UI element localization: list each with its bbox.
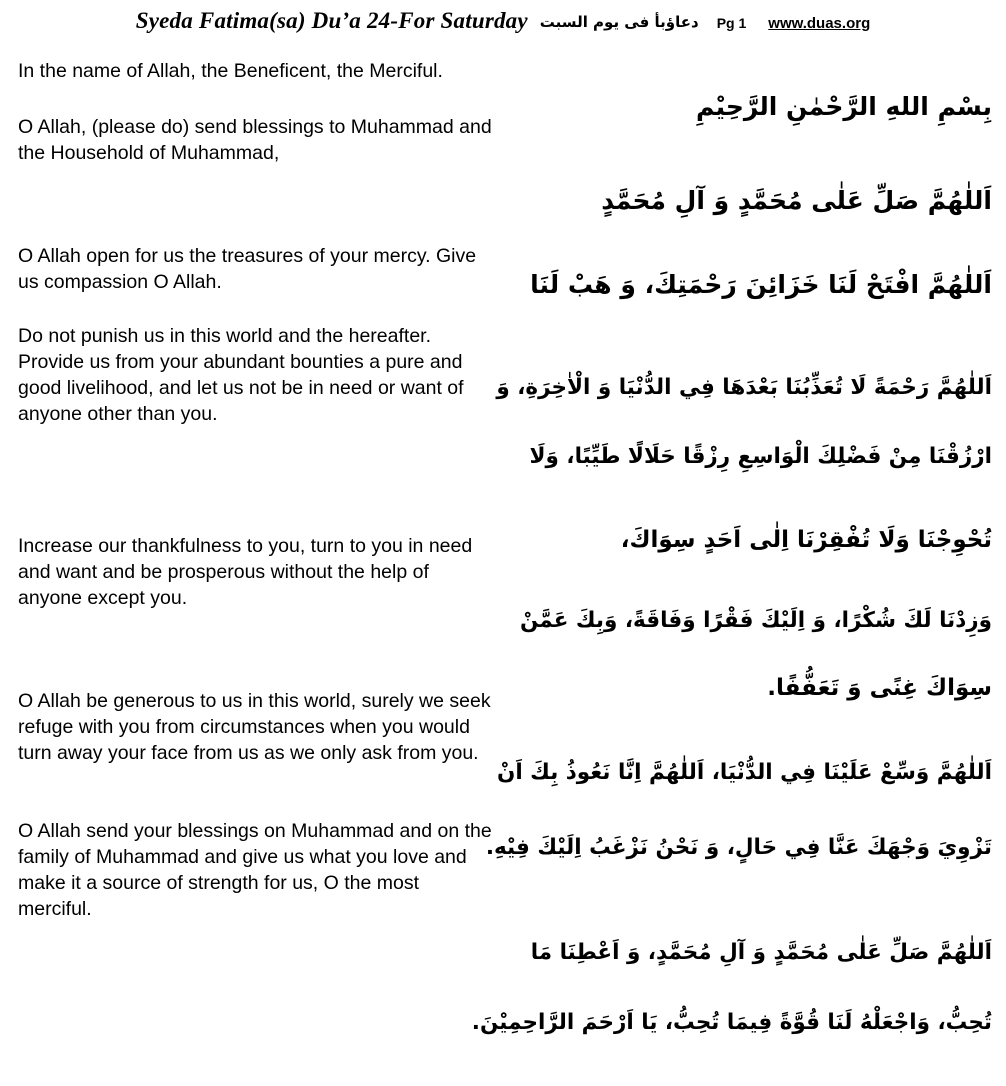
english-paragraph-treasures: O Allah open for us the treasures of your mercy. Give us compassion O Allah. <box>18 245 477 293</box>
arabic-line-punish-2: ارْزُقْنَا مِنْ فَضْلِكَ الْوَاسِعِ رِزْقًا حَلَالًا طَيِّبًا، وَلَا <box>529 444 992 469</box>
english-paragraph-thankfulness: Increase our thankfulness to you, turn to you in need and want and be prosperous without the help of anyone except you. <box>18 535 473 609</box>
arabic-line-bismillah: بِسْمِ اللهِ الرَّحْمٰنِ الرَّحِيْمِ <box>696 92 992 121</box>
arabic-line-thankfulness-1: وَزِدْنَا لَكَ شُكْرًا، وَ اِلَيْكَ فَقْرًا وَفَاقَةً، وَبِكَ عَمَّنْ <box>519 608 992 633</box>
english-paragraph-final-blessings: O Allah send your blessings on Muhammad and on the family of Muhammad and give us what you love and make it a source of strength for us, O the most merciful. <box>18 820 492 920</box>
english-paragraph-bismillah: In the name of Allah, the Beneficent, the Merciful. <box>18 60 443 82</box>
arabic-line-generous-1: اَللٰهُمَّ وَسِّعْ عَلَيْنَا فِي الدُّنْيَا، اَللٰهُمَّ اِنَّا نَعُوذُ بِكَ اَنْ <box>496 760 992 785</box>
arabic-line-punish-3: تُحْوِجْنَا وَلَا تُفْقِرْنَا اِلٰى اَحَدٍ سِوَاكَ، <box>620 527 992 553</box>
arabic-line-treasures: اَللٰهُمَّ افْتَحْ لَنَا خَزَائِنَ رَحْمَتِكَ، وَ هَبْ لَنَا <box>530 270 992 299</box>
english-paragraph-salawat: O Allah, (please do) send blessings to Muhammad and the Household of Muhammad, <box>18 116 492 164</box>
arabic-line-final-1: اَللٰهُمَّ صَلِّ عَلٰى مُحَمَّدٍ وَ آلِ مُحَمَّدٍ، وَ اَعْطِنَا مَا <box>530 940 992 965</box>
page-title: Syeda Fatima(sa) Du’a 24-For Saturday <box>135 8 528 33</box>
arabic-line-generous-2: تَزْوِيَ وَجْهَكَ عَنَّا فِي حَالٍ، وَ نَحْنُ نَزْغَبُ اِلَيْكَ فِيْهِ. <box>485 835 992 860</box>
arabic-line-final-2: تُحِبُّ، وَاجْعَلْهُ لَنَا قُوَّةً فِيمَا تُحِبُّ، يَا اَرْحَمَ الرَّاحِمِيْنَ. <box>471 1010 992 1035</box>
arabic-line-salawat: اَللٰهُمَّ صَلِّ عَلٰى مُحَمَّدٍ وَ آلِ مُحَمَّدٍ <box>601 186 992 215</box>
arabic-line-thankfulness-2: سِوَاكَ غِنًى وَ تَعَفُّفًا. <box>767 675 992 701</box>
arabic-line-punish-1: اَللٰهُمَّ رَحْمَةً لَا تُعَذِّبُنَا بَعْدَهَا فِي الدُّنْيَا وَ الْاٰخِرَةِ، وَ <box>496 375 992 400</box>
page-number: Pg 1 <box>716 15 747 31</box>
english-paragraph-generous: O Allah be generous to us in this world, surely we seek refuge with you from circumstances when you would turn away your face from us as we only ask from you. <box>18 690 491 764</box>
english-paragraph-punish: Do not punish us in this world and the hereafter. Provide us from your abundant bounties a pure and good livelihood, and let us not be in need or want of anyone other than you. <box>18 325 464 425</box>
page-title-arabic: دعاؤبأ فى يوم السبت <box>539 13 699 31</box>
website-link[interactable]: www.duas.org <box>768 15 871 32</box>
document-header <box>0 8 1006 42</box>
